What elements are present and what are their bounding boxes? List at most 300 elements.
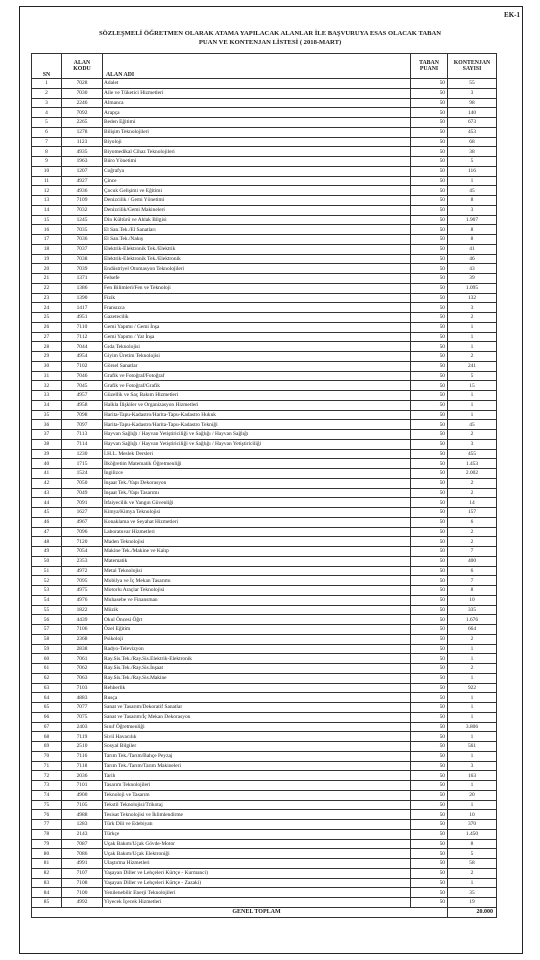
- cell-taban-puani: 50: [411, 498, 448, 508]
- cell-taban-puani: 50: [411, 371, 448, 381]
- cell-kontenjan-sayisi: 1: [448, 332, 497, 342]
- table-row: [32, 88, 497, 98]
- cell-sn: 45: [32, 508, 62, 518]
- table-row: [32, 673, 497, 683]
- cell-alan-kodu: 2265: [62, 118, 103, 128]
- cell-sn: 31: [32, 371, 62, 381]
- table-row: [32, 878, 497, 888]
- cell-sn: 75: [32, 800, 62, 810]
- table-row: [32, 615, 497, 625]
- cell-kontenjan-sayisi: 20: [448, 790, 497, 800]
- cell-alan-adi: Hayvan Sağlığı / Hayvan Yetiştiriciliği ve Sağlığı / Hayvan Sağlığı: [103, 430, 411, 440]
- cell-alan-kodu: 1524: [62, 469, 103, 479]
- cell-sn: 63: [32, 683, 62, 693]
- cell-kontenjan-sayisi: 1.450: [448, 829, 497, 839]
- cell-sn: 52: [32, 576, 62, 586]
- cell-alan-kodu: 1417: [62, 303, 103, 313]
- cell-alan-kodu: 2143: [62, 829, 103, 839]
- table-row: [32, 839, 497, 849]
- table-row: [32, 118, 497, 128]
- cell-sn: 1: [32, 79, 62, 89]
- cell-alan-adi: Radyo-Televizyon: [103, 644, 411, 654]
- cell-alan-kodu: 7032: [62, 205, 103, 215]
- cell-sn: 3: [32, 98, 62, 108]
- table-row: [32, 771, 497, 781]
- cell-kontenjan-sayisi: 561: [448, 742, 497, 752]
- table-row: [32, 586, 497, 596]
- cell-sn: 64: [32, 693, 62, 703]
- document-title: [30, 29, 510, 47]
- cell-alan-adi: Sivil Havacılık: [103, 732, 411, 742]
- cell-alan-adi: Müzik: [103, 605, 411, 615]
- cell-taban-puani: 50: [411, 108, 448, 118]
- cell-kontenjan-sayisi: 400: [448, 556, 497, 566]
- cell-alan-adi: Çocuk Gelişimi ve Eğitimi: [103, 186, 411, 196]
- cell-alan-adi: Sanat ve Tasarım/İç Mekan Dekorasyon: [103, 712, 411, 722]
- cell-sn: 59: [32, 644, 62, 654]
- cell-alan-kodu: 7116: [62, 751, 103, 761]
- cell-alan-adi: Sanat ve Tasarım/Dekoratif Sanatlar: [103, 703, 411, 713]
- cell-alan-adi: Ray.Sis.Tek./Ray.Sis.Makine: [103, 673, 411, 683]
- cell-taban-puani: 50: [411, 517, 448, 527]
- cell-taban-puani: 50: [411, 449, 448, 459]
- cell-alan-kodu: 1627: [62, 508, 103, 518]
- cell-alan-adi: Okul Öncesi Öğrt: [103, 615, 411, 625]
- cell-alan-kodu: 7049: [62, 488, 103, 498]
- cell-kontenjan-sayisi: 8: [448, 225, 497, 235]
- cell-alan-kodu: 1230: [62, 449, 103, 459]
- cell-alan-adi: Makine Tek./Makine ve Kalıp: [103, 547, 411, 557]
- cell-sn: 44: [32, 498, 62, 508]
- table-row: [32, 605, 497, 615]
- cell-kontenjan-sayisi: 68: [448, 137, 497, 147]
- cell-kontenjan-sayisi: 41: [448, 244, 497, 254]
- table-row: [32, 888, 497, 898]
- cell-alan-adi: Ray.Sis.Tek./Ray.Sis.İnşaat: [103, 664, 411, 674]
- cell-alan-adi: İnşaat Tek./Yapı Tasarımı: [103, 488, 411, 498]
- table-row: [32, 712, 497, 722]
- cell-taban-puani: 50: [411, 244, 448, 254]
- table-row: [32, 722, 497, 732]
- cell-kontenjan-sayisi: 1: [448, 176, 497, 186]
- cell-sn: 56: [32, 615, 62, 625]
- cell-sn: 25: [32, 313, 62, 323]
- cell-kontenjan-sayisi: 1: [448, 673, 497, 683]
- table-row: [32, 235, 497, 245]
- cell-alan-adi: Harita-Tapu-Kadastro/Harita-Tapu-Kadastro Hukuk: [103, 410, 411, 420]
- cell-alan-adi: Özel Eğitim: [103, 625, 411, 635]
- cell-taban-puani: 50: [411, 205, 448, 215]
- table-row: [32, 361, 497, 371]
- cell-kontenjan-sayisi: 1.676: [448, 615, 497, 625]
- cell-alan-kodu: 1715: [62, 459, 103, 469]
- table-row: [32, 537, 497, 547]
- cell-alan-kodu: 2510: [62, 742, 103, 752]
- header-taban-puani: TABAN PUANI: [411, 54, 448, 79]
- cell-alan-kodu: 7114: [62, 439, 103, 449]
- table-row: [32, 137, 497, 147]
- cell-taban-puani: 50: [411, 127, 448, 137]
- cell-sn: 74: [32, 790, 62, 800]
- cell-taban-puani: 50: [411, 478, 448, 488]
- cell-sn: 24: [32, 303, 62, 313]
- cell-kontenjan-sayisi: 3: [448, 303, 497, 313]
- cell-kontenjan-sayisi: 58: [448, 859, 497, 869]
- cell-taban-puani: 50: [411, 439, 448, 449]
- cell-alan-kodu: 7101: [62, 781, 103, 791]
- cell-sn: 19: [32, 254, 62, 264]
- cell-alan-adi: Fransızca: [103, 303, 411, 313]
- cell-sn: 15: [32, 215, 62, 225]
- cell-sn: 62: [32, 673, 62, 683]
- cell-sn: 51: [32, 566, 62, 576]
- cell-taban-puani: 50: [411, 361, 448, 371]
- cell-taban-puani: 50: [411, 615, 448, 625]
- header-kontenjan-sayisi: KONTENJAN SAYISI: [448, 54, 497, 79]
- cell-alan-adi: Yiyecek İçecek Hizmetleri: [103, 898, 411, 908]
- cell-taban-puani: 50: [411, 381, 448, 391]
- cell-alan-kodu: 4927: [62, 176, 103, 186]
- cell-kontenjan-sayisi: 35: [448, 888, 497, 898]
- table-row: [32, 352, 497, 362]
- cell-alan-kodu: 7107: [62, 868, 103, 878]
- cell-taban-puani: 50: [411, 644, 448, 654]
- cell-sn: 28: [32, 342, 62, 352]
- table-row: [32, 527, 497, 537]
- cell-taban-puani: 50: [411, 186, 448, 196]
- cell-kontenjan-sayisi: 8: [448, 196, 497, 206]
- cell-kontenjan-sayisi: 1: [448, 712, 497, 722]
- table-row: [32, 683, 497, 693]
- cell-alan-adi: Yaşayan Diller ve Lehçeleri Kürtçe - Kurmanci): [103, 868, 411, 878]
- cell-alan-adi: Elektrik-Elektronik Tek./Elektrik: [103, 244, 411, 254]
- cell-sn: 82: [32, 868, 62, 878]
- cell-alan-adi: Görsel Sanatlar: [103, 361, 411, 371]
- cell-alan-adi: Bilişim Teknolojileri: [103, 127, 411, 137]
- table-row: [32, 225, 497, 235]
- cell-alan-adi: Adalet: [103, 79, 411, 89]
- cell-taban-puani: 50: [411, 166, 448, 176]
- cell-kontenjan-sayisi: 14: [448, 498, 497, 508]
- cell-alan-kodu: 2403: [62, 722, 103, 732]
- cell-taban-puani: 50: [411, 118, 448, 128]
- cell-alan-kodu: 7046: [62, 371, 103, 381]
- cell-sn: 18: [32, 244, 62, 254]
- cell-alan-kodu: 7038: [62, 254, 103, 264]
- cell-alan-adi: Rusça: [103, 693, 411, 703]
- cell-kontenjan-sayisi: 2: [448, 430, 497, 440]
- cell-kontenjan-sayisi: 370: [448, 820, 497, 830]
- table-row: [32, 313, 497, 323]
- cell-sn: 29: [32, 352, 62, 362]
- cell-sn: 71: [32, 761, 62, 771]
- table-row: [32, 800, 497, 810]
- table-row: [32, 732, 497, 742]
- cell-alan-kodu: 7092: [62, 108, 103, 118]
- table-row: [32, 371, 497, 381]
- table-row: [32, 644, 497, 654]
- cell-alan-adi: Mobilya ve İç Mekan Tasarımı: [103, 576, 411, 586]
- cell-taban-puani: 50: [411, 556, 448, 566]
- cell-kontenjan-sayisi: 5: [448, 849, 497, 859]
- table-row: [32, 469, 497, 479]
- cell-alan-kodu: 7036: [62, 235, 103, 245]
- cell-taban-puani: 50: [411, 849, 448, 859]
- cell-kontenjan-sayisi: 157: [448, 508, 497, 518]
- cell-alan-kodu: 7030: [62, 88, 103, 98]
- cell-alan-kodu: 1386: [62, 283, 103, 293]
- cell-sn: 49: [32, 547, 62, 557]
- cell-kontenjan-sayisi: 45: [448, 420, 497, 430]
- cell-kontenjan-sayisi: 116: [448, 166, 497, 176]
- cell-alan-adi: Sosyal Bilgiler: [103, 742, 411, 752]
- cell-alan-kodu: 7077: [62, 703, 103, 713]
- cell-alan-kodu: 1822: [62, 605, 103, 615]
- cell-alan-kodu: 4972: [62, 566, 103, 576]
- cell-alan-adi: Gıda Teknolojisi: [103, 342, 411, 352]
- table-row: [32, 898, 497, 908]
- cell-kontenjan-sayisi: 2: [448, 537, 497, 547]
- table-row: [32, 410, 497, 420]
- cell-taban-puani: 50: [411, 829, 448, 839]
- cell-sn: 70: [32, 751, 62, 761]
- cell-kontenjan-sayisi: 453: [448, 127, 497, 137]
- cell-sn: 4: [32, 108, 62, 118]
- cell-alan-adi: Hayvan Sağlığı / Hayvan Yetiştiriciliği ve Sağlığı / Hayvan Yetiştiriciliği: [103, 439, 411, 449]
- cell-kontenjan-sayisi: 140: [448, 108, 497, 118]
- cell-alan-adi: Rehberlik: [103, 683, 411, 693]
- cell-kontenjan-sayisi: 8: [448, 839, 497, 849]
- cell-sn: 55: [32, 605, 62, 615]
- cell-alan-kodu: 7063: [62, 673, 103, 683]
- cell-kontenjan-sayisi: 6: [448, 566, 497, 576]
- cell-taban-puani: 50: [411, 712, 448, 722]
- table-row: [32, 274, 497, 284]
- cell-alan-adi: Biyoloji: [103, 137, 411, 147]
- cell-kontenjan-sayisi: 2: [448, 352, 497, 362]
- cell-taban-puani: 50: [411, 147, 448, 157]
- cell-sn: 22: [32, 283, 62, 293]
- cell-kontenjan-sayisi: 8: [448, 235, 497, 245]
- table-row: [32, 556, 497, 566]
- cell-kontenjan-sayisi: 1.453: [448, 459, 497, 469]
- cell-sn: 40: [32, 459, 62, 469]
- cell-taban-puani: 50: [411, 79, 448, 89]
- cell-taban-puani: 50: [411, 293, 448, 303]
- cell-alan-kodu: 4439: [62, 615, 103, 625]
- cell-sn: 65: [32, 703, 62, 713]
- table-row: [32, 703, 497, 713]
- cell-alan-kodu: 7109: [62, 196, 103, 206]
- cell-alan-adi: Harita-Tapu-Kadastro/Harita-Tapu-Kadastro Tekniği: [103, 420, 411, 430]
- cell-kontenjan-sayisi: 1: [448, 781, 497, 791]
- cell-alan-adi: Giyim Üretim Teknolojisi: [103, 352, 411, 362]
- cell-sn: 10: [32, 166, 62, 176]
- cell-taban-puani: 50: [411, 332, 448, 342]
- cell-taban-puani: 50: [411, 459, 448, 469]
- cell-alan-adi: İnşaat Tek./Yapı Dekorasyon: [103, 478, 411, 488]
- cell-kontenjan-sayisi: 335: [448, 605, 497, 615]
- cell-kontenjan-sayisi: 2: [448, 634, 497, 644]
- cell-kontenjan-sayisi: 10: [448, 595, 497, 605]
- table-row: [32, 498, 497, 508]
- cell-taban-puani: 50: [411, 137, 448, 147]
- cell-taban-puani: 50: [411, 157, 448, 167]
- cell-alan-adi: Türk Dili ve Edebiyatı: [103, 820, 411, 830]
- cell-alan-kodu: 7096: [62, 527, 103, 537]
- cell-kontenjan-sayisi: 15: [448, 381, 497, 391]
- cell-alan-adi: Tasarım Teknolojileri: [103, 781, 411, 791]
- cell-alan-adi: Fizik: [103, 293, 411, 303]
- cell-alan-adi: Büro Yönetimi: [103, 157, 411, 167]
- cell-sn: 2: [32, 88, 62, 98]
- cell-kontenjan-sayisi: 1: [448, 400, 497, 410]
- cell-alan-kodu: 4935: [62, 147, 103, 157]
- table-row: [32, 664, 497, 674]
- cell-sn: 84: [32, 888, 62, 898]
- cell-taban-puani: 50: [411, 274, 448, 284]
- cell-alan-kodu: 7091: [62, 498, 103, 508]
- table-row: [32, 849, 497, 859]
- table-row: [32, 781, 497, 791]
- cell-sn: 16: [32, 225, 62, 235]
- table-row: [32, 283, 497, 293]
- grand-total-value: 20.000: [448, 907, 497, 917]
- cell-taban-puani: 50: [411, 254, 448, 264]
- cell-alan-kodu: 1371: [62, 274, 103, 284]
- cell-alan-adi: Teknoloji ve Tasarım: [103, 790, 411, 800]
- cell-alan-kodu: 4883: [62, 693, 103, 703]
- cell-alan-kodu: 7062: [62, 664, 103, 674]
- cell-taban-puani: 50: [411, 88, 448, 98]
- cell-taban-puani: 50: [411, 537, 448, 547]
- cell-alan-adi: Din Kültürü ve Ahlak Bilgisi: [103, 215, 411, 225]
- cell-sn: 58: [32, 634, 62, 644]
- cell-sn: 76: [32, 810, 62, 820]
- cell-kontenjan-sayisi: 39: [448, 274, 497, 284]
- cell-alan-adi: Felsefe: [103, 274, 411, 284]
- cell-kontenjan-sayisi: 455: [448, 449, 497, 459]
- cell-kontenjan-sayisi: 98: [448, 98, 497, 108]
- cell-alan-kodu: 1207: [62, 166, 103, 176]
- cell-taban-puani: 50: [411, 742, 448, 752]
- table-row: [32, 98, 497, 108]
- cell-kontenjan-sayisi: 7: [448, 576, 497, 586]
- cell-alan-kodu: 7095: [62, 576, 103, 586]
- cell-kontenjan-sayisi: 1: [448, 410, 497, 420]
- cell-alan-kodu: 7054: [62, 547, 103, 557]
- cell-sn: 43: [32, 488, 62, 498]
- cell-kontenjan-sayisi: 1.095: [448, 283, 497, 293]
- cell-kontenjan-sayisi: 1: [448, 800, 497, 810]
- cell-sn: 66: [32, 712, 62, 722]
- cell-taban-puani: 50: [411, 322, 448, 332]
- table-row: [32, 196, 497, 206]
- cell-alan-kodu: 7113: [62, 430, 103, 440]
- cell-alan-adi: Endüstriyel Otomasyon Teknolojileri: [103, 264, 411, 274]
- cell-sn: 37: [32, 430, 62, 440]
- cell-sn: 80: [32, 849, 62, 859]
- cell-alan-kodu: 7100: [62, 888, 103, 898]
- cell-alan-kodu: 2246: [62, 98, 103, 108]
- cell-sn: 5: [32, 118, 62, 128]
- cell-sn: 39: [32, 449, 62, 459]
- cell-sn: 83: [32, 878, 62, 888]
- cell-alan-kodu: 2036: [62, 771, 103, 781]
- cell-kontenjan-sayisi: 1: [448, 878, 497, 888]
- cell-taban-puani: 50: [411, 566, 448, 576]
- cell-alan-kodu: 7075: [62, 712, 103, 722]
- cell-kontenjan-sayisi: 2.002: [448, 469, 497, 479]
- cell-alan-adi: İ.H.L. Meslek Dersleri: [103, 449, 411, 459]
- table-row: [32, 127, 497, 137]
- cell-alan-kodu: 4954: [62, 352, 103, 362]
- table-row: [32, 820, 497, 830]
- table-row: [32, 547, 497, 557]
- cell-alan-kodu: 1390: [62, 293, 103, 303]
- cell-alan-adi: Denizcilik / Gemi Yönetimi: [103, 196, 411, 206]
- cell-alan-adi: Tesisat Teknolojisi ve İklimlendirme: [103, 810, 411, 820]
- table-row: [32, 488, 497, 498]
- cell-alan-kodu: 4976: [62, 595, 103, 605]
- cell-taban-puani: 50: [411, 313, 448, 323]
- cell-alan-adi: Grafik ve Fotoğraf/Grafik: [103, 381, 411, 391]
- cell-alan-adi: Tarih: [103, 771, 411, 781]
- cell-alan-kodu: 7037: [62, 244, 103, 254]
- cell-taban-puani: 50: [411, 264, 448, 274]
- cell-kontenjan-sayisi: 1.907: [448, 215, 497, 225]
- cell-alan-adi: Laboratuvar Hizmetleri: [103, 527, 411, 537]
- cell-taban-puani: 50: [411, 488, 448, 498]
- table-row: [32, 430, 497, 440]
- cell-sn: 60: [32, 654, 62, 664]
- cell-alan-adi: Biyomedikal Cihaz Teknolojileri: [103, 147, 411, 157]
- cell-alan-kodu: 7110: [62, 322, 103, 332]
- cell-sn: 34: [32, 400, 62, 410]
- cell-kontenjan-sayisi: 45: [448, 186, 497, 196]
- cell-alan-adi: Muhasebe ve Finansman: [103, 595, 411, 605]
- cell-alan-kodu: 7039: [62, 264, 103, 274]
- table-row: [32, 254, 497, 264]
- cell-alan-adi: Metal Teknolojisi: [103, 566, 411, 576]
- footer-spacer: [411, 907, 448, 917]
- cell-taban-puani: 50: [411, 888, 448, 898]
- cell-alan-kodu: 7118: [62, 761, 103, 771]
- cell-taban-puani: 50: [411, 430, 448, 440]
- cell-kontenjan-sayisi: 673: [448, 118, 497, 128]
- cell-taban-puani: 50: [411, 215, 448, 225]
- cell-kontenjan-sayisi: 1: [448, 654, 497, 664]
- cell-kontenjan-sayisi: 38: [448, 147, 497, 157]
- cell-sn: 50: [32, 556, 62, 566]
- cell-taban-puani: 50: [411, 527, 448, 537]
- table-footer: [32, 907, 497, 917]
- table-row: [32, 332, 497, 342]
- cell-sn: 38: [32, 439, 62, 449]
- cell-sn: 36: [32, 420, 62, 430]
- table-row: [32, 186, 497, 196]
- table-row: [32, 205, 497, 215]
- table-row: [32, 157, 497, 167]
- cell-kontenjan-sayisi: 3: [448, 761, 497, 771]
- cell-alan-adi: Matematik: [103, 556, 411, 566]
- cell-sn: 47: [32, 527, 62, 537]
- cell-alan-adi: Grafik ve Fotoğraf/Fotoğraf: [103, 371, 411, 381]
- cell-kontenjan-sayisi: 2: [448, 488, 497, 498]
- cell-taban-puani: 50: [411, 410, 448, 420]
- cell-taban-puani: 50: [411, 400, 448, 410]
- cell-taban-puani: 50: [411, 800, 448, 810]
